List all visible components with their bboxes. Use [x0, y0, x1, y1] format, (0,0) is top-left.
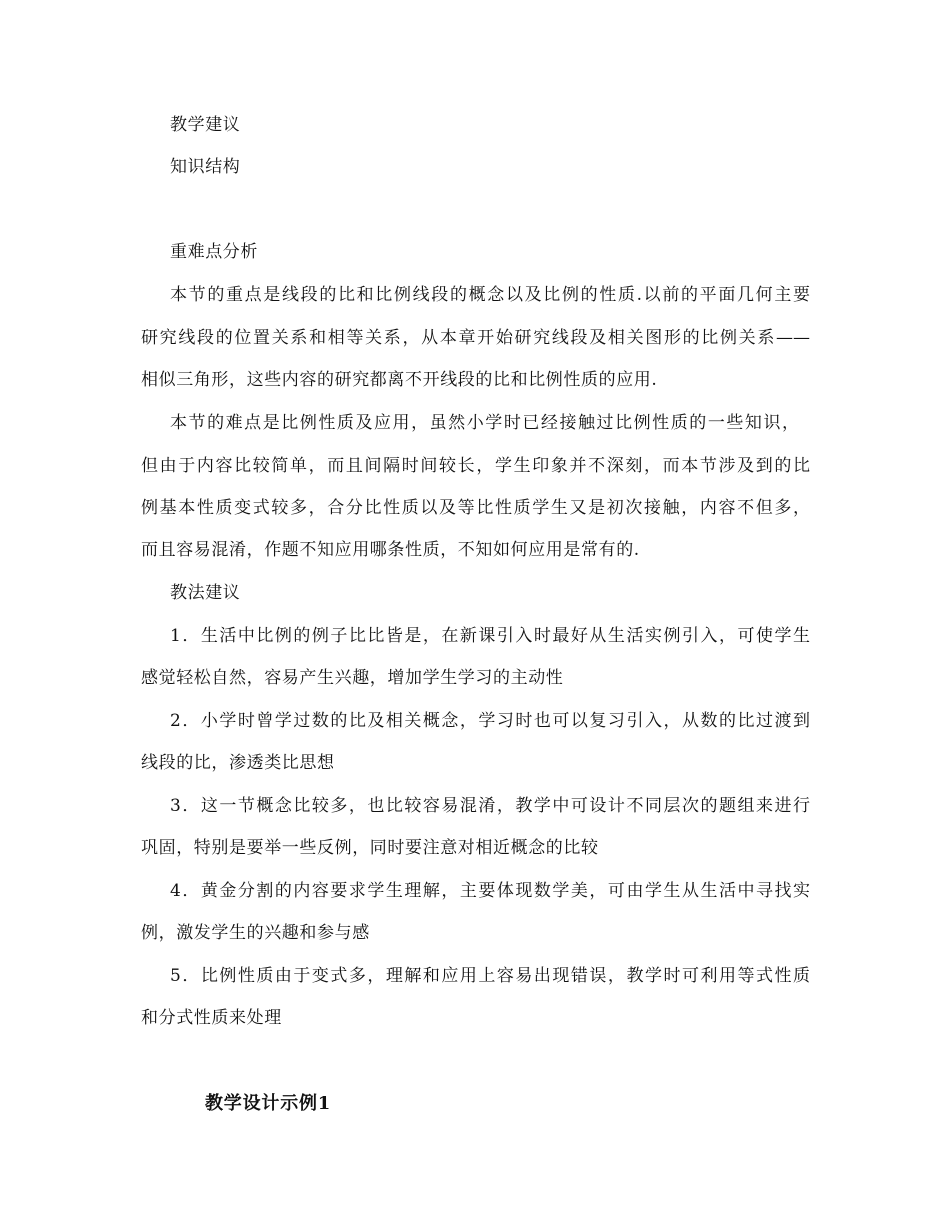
list-item-line: 巩固，特别是要举一些反例，同时要注意对相近概念的比较: [141, 838, 599, 858]
paragraph-line: 例基本性质变式较多，合分比性质以及等比性质学生又是初次接触，内容不但多，: [141, 498, 810, 518]
paragraph-line: 本节的难点是比例性质及应用，虽然小学时已经接触过比例性质的一些知识，: [170, 413, 799, 433]
heading-knowledge-structure: 知识结构: [170, 157, 241, 177]
paragraph-line: 相似三角形，这些内容的研究都离不开线段的比和比例性质的应用.: [141, 370, 658, 390]
list-item-line: 2．小学时曾学过数的比及相关概念，学习时也可以复习引入，从数的比过渡到: [170, 711, 810, 731]
list-item-line: 线段的比，渗透类比思想: [141, 753, 335, 773]
paragraph-line: 而且容易混淆，作题不知应用哪条性质，不知如何应用是常有的.: [141, 540, 640, 560]
list-item-line: 例，激发学生的兴趣和参与感: [141, 923, 370, 943]
list-item-line: 4．黄金分割的内容要求学生理解，主要体现数学美，可由学生从生活中寻找实: [170, 881, 810, 901]
heading-method-advice: 教法建议: [170, 583, 241, 603]
list-item-line: 5．比例性质由于变式多，理解和应用上容易出现错误，教学时可利用等式性质: [170, 966, 810, 986]
heading-design-example: 教学设计示例1: [205, 1093, 332, 1114]
paragraph-line: 研究线段的位置关系和相等关系，从本章开始研究线段及相关图形的比例关系——: [141, 328, 810, 348]
list-item-line: 3．这一节概念比较多，也比较容易混淆，教学中可设计不同层次的题组来进行: [170, 796, 810, 816]
paragraph-line: 但由于内容比较简单，而且间隔时间较长，学生印象并不深刻，而本节涉及到的比: [141, 456, 810, 476]
heading-teaching-advice: 教学建议: [170, 115, 241, 135]
heading-key-difficult-analysis: 重难点分析: [170, 242, 258, 262]
paragraph-line: 本节的重点是线段的比和比例线段的概念以及比例的性质.以前的平面几何主要: [170, 285, 810, 305]
list-item-line: 和分式性质来处理: [141, 1008, 282, 1028]
list-item-line: 1．生活中比例的例子比比皆是，在新课引入时最好从生活实例引入，可使学生: [170, 626, 810, 646]
list-item-line: 感觉轻松自然，容易产生兴趣，增加学生学习的主动性: [141, 668, 564, 688]
